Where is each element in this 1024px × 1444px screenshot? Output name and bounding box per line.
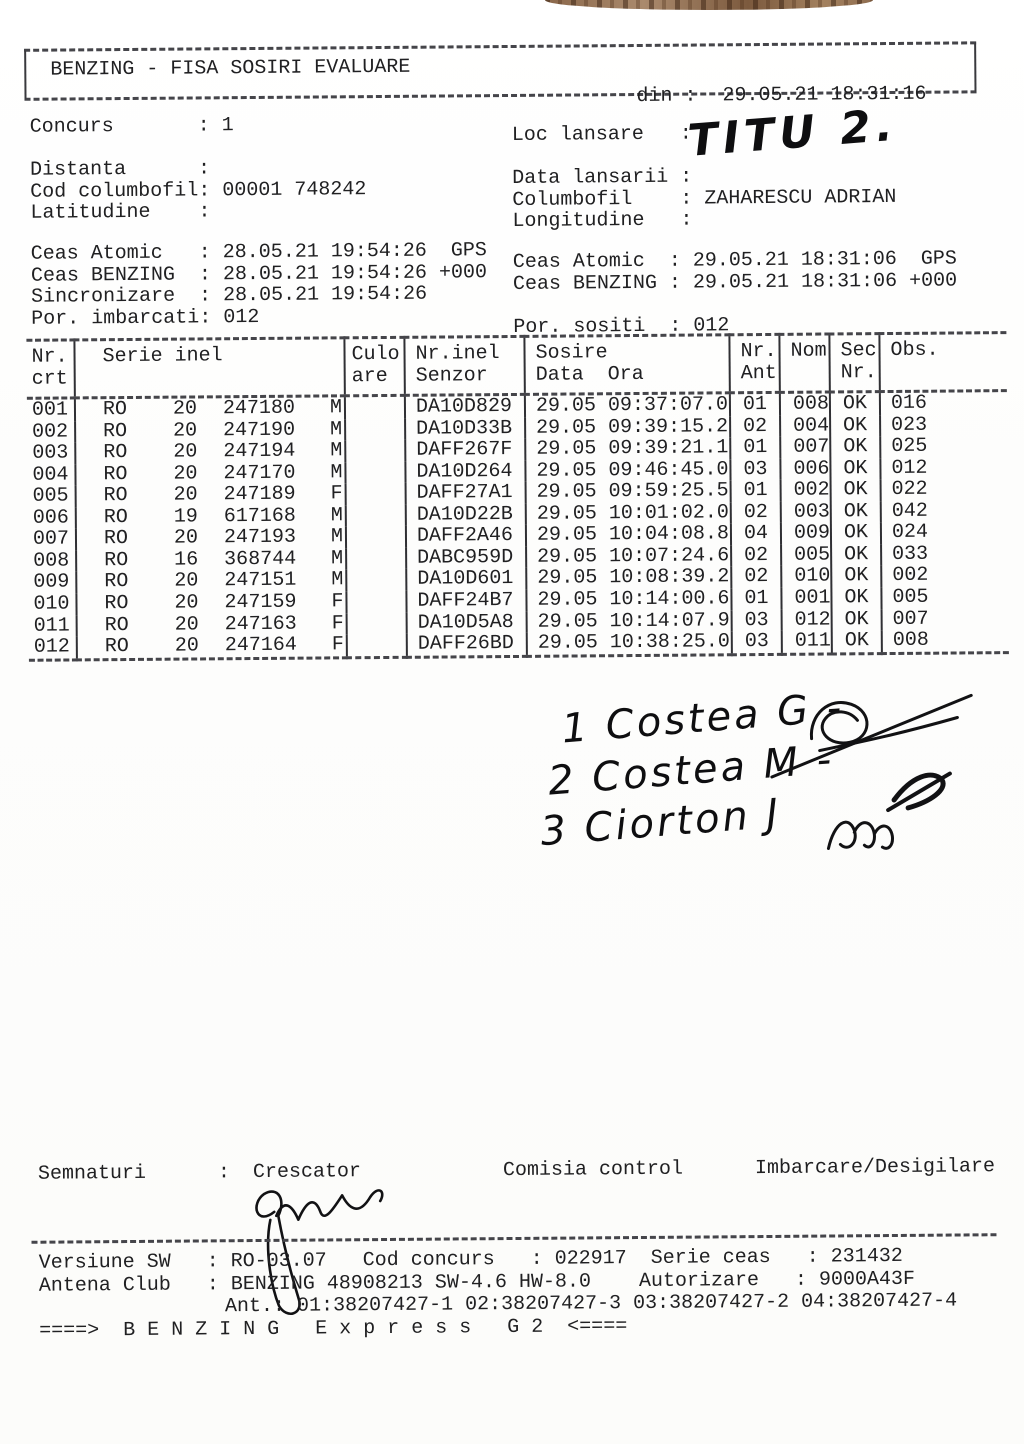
cell-nom: 001 [781, 588, 831, 610]
cell-obs: 042 [881, 500, 1008, 523]
ring-country: RO [102, 398, 128, 422]
ring-number: 247193 [223, 526, 297, 550]
cell-sosire [525, 393, 730, 418]
cell-sosire [526, 588, 731, 611]
cell-sosire [525, 416, 730, 439]
cell-serie-inel [77, 613, 347, 637]
arrivals-table [26, 331, 1009, 661]
cell-culoare [345, 440, 405, 462]
cell-nr-ant: 03 [732, 631, 782, 654]
info-line: Longitudine : [512, 208, 693, 233]
ring-year: 20 [173, 419, 198, 443]
ring-country: RO [103, 419, 128, 443]
info-line: Distanta : [29, 157, 211, 182]
cell-nom: 003 [781, 501, 831, 523]
footer-block [39, 1246, 958, 1343]
col-header-serie-inel: Serie inel [74, 338, 344, 398]
cell-sosire [525, 437, 730, 460]
arrival-date: 29.05 [537, 566, 598, 591]
cell-nr-crt: 004 [32, 463, 69, 487]
bird-sex: F [331, 633, 344, 657]
arrival-date: 29.05 [536, 523, 598, 548]
cell-nr-crt: 009 [33, 570, 70, 595]
ring-year: 20 [174, 613, 199, 637]
ring-country: RO [103, 527, 129, 551]
cell-serie-inel [76, 484, 346, 508]
cell-sec: OK [831, 501, 881, 523]
info-line: Columbofil : ZAHARESCU ADRIAN [512, 185, 897, 212]
footer-separator [31, 1233, 996, 1244]
col-header-senzor: Nr.inel Senzor [404, 336, 524, 395]
cell-serie-inel [76, 527, 346, 551]
bird-sex: M [330, 439, 343, 463]
cell-nr-crt: 006 [32, 506, 69, 530]
col-header-sosire: Sosire Data Ora [524, 335, 729, 395]
cell-serie-inel [75, 462, 345, 486]
cell-culoare [346, 505, 406, 527]
ring-country: RO [103, 462, 128, 486]
ring-number: 247163 [224, 612, 297, 636]
cell-nr-ant: 04 [731, 523, 781, 545]
col-header-sec-nr: Sec Nr. [829, 334, 879, 392]
handwritten-annotations [519, 679, 1021, 888]
cell-senzor: DAFF24B7 [406, 590, 526, 612]
info-left-block [30, 114, 367, 224]
semnaturi-colon: : [217, 1161, 231, 1185]
cell-culoare [345, 462, 405, 484]
cell-nom: 010 [781, 566, 831, 588]
cell-sosire [526, 502, 731, 525]
bird-sex: M [329, 396, 343, 420]
cell-sec: OK [831, 544, 881, 566]
cell-culoare [345, 418, 405, 440]
cell-nr-ant: 02 [730, 416, 780, 438]
cell-nr-ant: 01 [731, 480, 781, 502]
cell-nom: 006 [780, 458, 830, 480]
cell-senzor: DA10D22B [406, 504, 526, 526]
footer-line: ====> B E N Z I N G E x p r e s s G 2 <==== [39, 1314, 628, 1343]
arrival-date: 29.05 [536, 415, 597, 440]
clock-line: Sincronizare : 28.05.21 19:54:26 [30, 282, 428, 309]
ring-year: 20 [173, 440, 198, 464]
cell-nom: 005 [781, 544, 831, 566]
arrival-date: 29.05 [536, 437, 597, 461]
cell-sosire [527, 631, 732, 656]
arrival-time: 10:01:02.0 [608, 501, 729, 526]
cell-nr-crt: 003 [32, 441, 69, 465]
ring-number: 247190 [223, 418, 296, 442]
table-row [29, 629, 1009, 660]
cell-senzor: DAFF267F [405, 439, 525, 461]
info-line: Latitudine : [30, 200, 211, 225]
arrival-time: 09:39:15.2 [608, 414, 729, 439]
bird-sex: F [331, 611, 344, 635]
arrival-date: 29.05 [536, 459, 597, 483]
cell-nr-ant: 01 [730, 392, 780, 415]
cell-nom: 008 [780, 392, 830, 415]
cell-serie-inel [75, 396, 345, 421]
cell-nr-crt: 007 [32, 527, 70, 552]
ring-year: 20 [174, 591, 199, 615]
bird-sex: M [330, 504, 343, 528]
clock-line: Por. sositi : 012 [513, 313, 730, 339]
footer-line: Antena Club : BENZING 48908213 SW-4.6 HW-8.0 Autorizare : 9000A43F [38, 1267, 916, 1298]
cell-serie-inel [76, 505, 346, 529]
crescator-label: Crescator [252, 1160, 362, 1185]
cell-sec: OK [831, 479, 881, 501]
cell-sosire [527, 610, 732, 633]
cell-culoare [345, 395, 405, 419]
ring-year: 20 [172, 397, 198, 421]
arrival-date: 29.05 [536, 502, 597, 526]
imbarcare-desigilare-label: Imbarcare/Desigilare [754, 1155, 996, 1181]
cell-sosire [525, 459, 730, 482]
cell-nr-ant: 02 [731, 566, 781, 588]
clock-line: Ceas Atomic : 28.05.21 19:54:26 GPS [30, 239, 487, 266]
ring-year: 20 [173, 483, 198, 507]
annotation-signature-strokes [519, 679, 1021, 888]
cell-serie-inel [75, 440, 345, 464]
ring-year: 20 [174, 569, 199, 594]
cell-senzor: DA10D33B [405, 418, 525, 440]
cell-nr-crt: 005 [32, 484, 69, 509]
clock-line: Ceas BENZING : 29.05.21 18:31:06 +000 [512, 268, 958, 296]
ring-year: 19 [173, 505, 198, 529]
cell-obs: 012 [880, 457, 1007, 480]
cell-culoare [347, 634, 407, 658]
cell-sosire [526, 567, 731, 590]
cell-culoare [346, 483, 406, 505]
cell-serie-inel [76, 570, 346, 594]
clocks-right-block [513, 248, 958, 337]
annotation-line: 2 Costea M - [546, 736, 836, 805]
cell-nom: 007 [780, 437, 830, 459]
cell-nr-crt: 011 [33, 614, 70, 638]
table-header-row [26, 333, 1006, 399]
cell-nr-crt: 002 [32, 420, 69, 444]
cell-nr-ant: 03 [730, 459, 780, 481]
cell-senzor: DA10D5A8 [407, 611, 527, 633]
ring-number: 247180 [222, 396, 296, 421]
col-header-nr-crt: Nr. crt [31, 345, 68, 391]
cell-nr-ant: 01 [730, 437, 780, 459]
cell-obs: 007 [882, 608, 1009, 631]
bird-sex: M [330, 461, 343, 485]
cell-nr-ant: 03 [732, 609, 782, 631]
cell-nr-ant: 02 [731, 545, 781, 567]
info-line: Cod columbofil: 00001 748242 [30, 177, 367, 204]
cell-nr-ant: 02 [731, 502, 781, 524]
arrival-time: 10:07:24.6 [609, 544, 730, 569]
arrival-date: 29.05 [535, 394, 597, 418]
ring-year: 20 [173, 462, 198, 486]
col-header-nr-ant: Nr. Ant [729, 334, 779, 392]
report-title: BENZING - FISA SOSIRI EVALUARE [50, 55, 411, 82]
arrival-date: 29.05 [537, 588, 598, 612]
cell-serie-inel [76, 591, 346, 615]
info-line: Loc lansare : [511, 122, 692, 147]
arrival-time: 09:39:21.1 [608, 436, 729, 461]
cell-nr-crt: 008 [33, 549, 70, 573]
arrival-date: 29.05 [537, 631, 598, 655]
arrival-time: 10:08:39.2 [609, 565, 730, 590]
clock-line: Ceas Atomic : 29.05.21 18:31:06 GPS [512, 247, 957, 274]
ring-country: RO [104, 548, 129, 573]
ring-country: RO [104, 592, 129, 616]
ring-country: RO [104, 570, 129, 594]
cell-culoare [347, 612, 407, 634]
cell-senzor: DA10D829 [405, 394, 525, 418]
cell-sec: OK [832, 630, 882, 653]
cell-culoare [346, 526, 406, 548]
arrival-time: 10:14:07.9 [609, 608, 730, 633]
cell-sec: OK [830, 436, 880, 458]
arrival-time: 09:46:45.0 [608, 458, 729, 482]
cell-obs: 033 [881, 543, 1008, 566]
cell-sec: OK [831, 522, 881, 544]
cell-senzor: DAFF2A46 [406, 525, 526, 547]
cell-sec: OK [830, 458, 880, 480]
signatures-row [3, 1156, 1024, 1194]
cell-obs: 016 [880, 391, 1007, 415]
arrival-time: 09:37:07.0 [607, 393, 729, 418]
ring-country: RO [103, 484, 128, 508]
info-line [30, 136, 366, 160]
din-label: din : [636, 84, 697, 108]
cell-nr-crt: 010 [33, 592, 70, 616]
cell-nom: 011 [782, 631, 832, 654]
cell-obs: 002 [881, 565, 1008, 588]
ring-number: 247164 [224, 633, 297, 658]
bird-sex: M [330, 525, 344, 549]
arrival-date: 29.05 [537, 609, 598, 634]
col-header-obs: Obs. [879, 333, 1006, 392]
cell-senzor: DABC959D [406, 547, 526, 569]
report-header-box [24, 41, 976, 108]
cell-obs: 022 [881, 478, 1008, 501]
cell-senzor: DAFF26BD [407, 633, 527, 657]
semnaturi-label: Semnaturi [37, 1161, 147, 1186]
cell-obs: 005 [881, 586, 1008, 609]
bird-sex: F [330, 482, 343, 506]
cell-sec: OK [831, 587, 881, 609]
arrival-date: 29.05 [537, 545, 598, 569]
cell-obs: 024 [881, 521, 1008, 544]
cell-senzor: DAFF27A1 [406, 482, 526, 504]
cell-culoare [346, 569, 406, 591]
arrival-date: 29.05 [536, 480, 597, 505]
cell-nr-crt: 001 [31, 398, 69, 422]
bird-sex: F [331, 590, 344, 614]
cell-nr-ant: 01 [731, 588, 781, 610]
cell-sosire [526, 545, 731, 568]
col-header-nom: Nom [779, 334, 829, 392]
ring-year: 16 [174, 548, 199, 572]
ring-number: 247151 [224, 569, 297, 593]
cell-senzor: DA10D264 [405, 461, 525, 483]
footer-line: Ant.: 01:38207427-1 02:38207427-3 03:38207427-2 04:38207427-4 [224, 1289, 958, 1319]
cell-nr-crt: 012 [33, 635, 70, 659]
clocks-left-block [31, 240, 488, 330]
ring-number: 368744 [224, 547, 297, 572]
comisia-control-label: Comisia control [502, 1157, 684, 1183]
arrival-time: 09:59:25.5 [608, 479, 729, 504]
footer-line: Versiune SW : RO-03.07 Cod concurs : 022917 Serie ceas : 231432 [38, 1244, 903, 1275]
ring-number: 617168 [223, 504, 296, 529]
cell-sosire [526, 481, 731, 504]
cell-culoare [346, 548, 406, 570]
arrival-time: 10:14:00.6 [609, 587, 730, 612]
info-line: Data lansarii : [512, 165, 693, 190]
cell-sec: OK [832, 609, 882, 631]
handwritten-release-location: TITU 2. [686, 99, 900, 167]
ring-country: RO [104, 613, 129, 637]
cell-senzor: DA10D601 [406, 568, 526, 590]
cell-nom: 012 [782, 609, 832, 631]
timestamp-value: 29.05.21 18:31:16 [722, 82, 927, 107]
ring-number: 247159 [224, 590, 297, 615]
info-line: Concurs : 1 [29, 114, 234, 139]
cell-serie-inel [75, 419, 345, 443]
cell-serie-inel [76, 548, 346, 572]
clock-line: Por. imbarcati: 012 [31, 305, 260, 331]
ring-number: 247189 [223, 482, 296, 507]
cell-obs: 023 [880, 414, 1007, 437]
cell-obs: 025 [880, 435, 1007, 458]
bird-sex: M [331, 547, 344, 571]
cell-nom: 002 [781, 480, 831, 502]
annotation-line: 1 Costea G - [560, 684, 846, 753]
arrival-time: 10:04:08.8 [608, 522, 730, 547]
cell-nom: 004 [780, 415, 830, 437]
arrival-time: 10:38:25.0 [609, 630, 730, 655]
ring-number: 247194 [223, 439, 296, 464]
clock-line: Ceas BENZING : 28.05.21 19:54:26 +000 [30, 260, 488, 288]
cell-sec: OK [830, 415, 880, 437]
col-header-culoare: Culo are [344, 337, 404, 396]
cell-obs: 008 [882, 629, 1009, 653]
cell-sosire [526, 524, 731, 547]
cell-nom: 009 [781, 523, 831, 545]
ring-country: RO [103, 441, 128, 465]
ring-country: RO [104, 635, 129, 659]
cell-sec: OK [830, 392, 880, 415]
cell-serie-inel [77, 634, 347, 659]
ring-year: 20 [173, 526, 199, 551]
annotation-line: 3 Ciorton J [538, 790, 783, 856]
bird-sex: M [330, 417, 343, 442]
bird-sex: M [331, 568, 344, 592]
ring-year: 20 [174, 634, 199, 658]
ring-country: RO [103, 505, 128, 530]
ring-number: 247170 [223, 461, 296, 485]
cell-sec: OK [831, 566, 881, 588]
cell-culoare [346, 591, 406, 613]
